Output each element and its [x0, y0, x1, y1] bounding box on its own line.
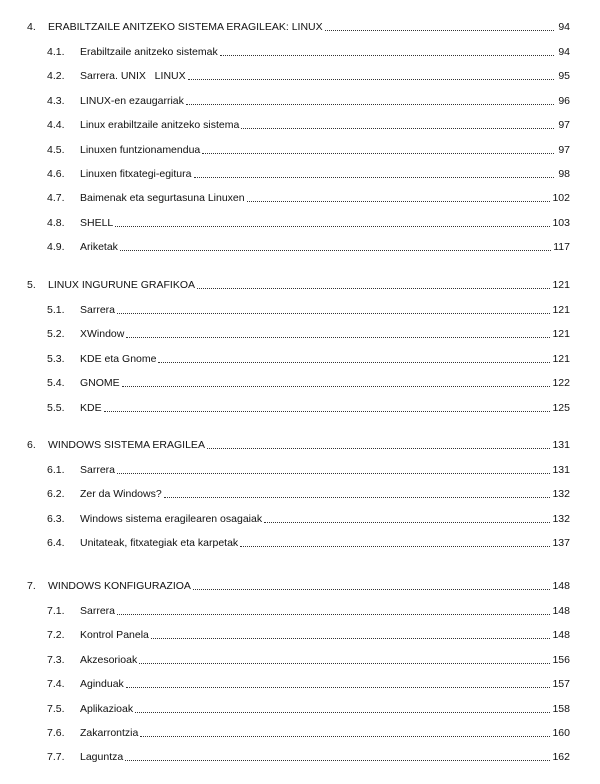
section-page-number: 156	[552, 653, 570, 666]
section-title: XWindow	[80, 328, 125, 341]
section-number: 5.3.	[47, 352, 65, 365]
chapter-page-number: 121	[552, 279, 570, 291]
section-title: Akzesorioak	[80, 653, 138, 666]
dot-leader	[264, 513, 550, 523]
section-number: 4.3.	[47, 94, 65, 107]
dot-leader	[186, 95, 554, 105]
section-page-number: 96	[558, 94, 570, 107]
section-title: Unitateak, fitxategiak eta karpetak	[80, 537, 239, 550]
chapter-entry[interactable]	[0, 279, 600, 293]
chapter-page-number: 131	[552, 439, 570, 451]
section-title: Sarrera. UNIX LINUX	[80, 70, 186, 83]
section-entry[interactable]	[0, 304, 600, 318]
section-number: 5.5.	[47, 401, 65, 414]
section-title: Laguntza	[80, 751, 124, 764]
chapter-number: 6.	[27, 439, 36, 451]
section-page-number: 131	[552, 464, 570, 476]
section-entry[interactable]	[0, 727, 600, 741]
dot-leader	[202, 144, 554, 154]
chapter-title: ERABILTZAILE ANITZEKO SISTEMA ERAGILEAK: LINUX	[48, 21, 323, 33]
section-number: 7.6.	[47, 727, 65, 739]
section-number: 7.4.	[47, 678, 65, 691]
section-number: 4.8.	[47, 216, 65, 229]
section-entry[interactable]	[0, 605, 600, 619]
chapter-title: WINDOWS KONFIGURAZIOA	[48, 580, 191, 592]
dot-leader	[197, 279, 550, 289]
section-page-number: 158	[552, 702, 570, 715]
dot-leader	[207, 439, 551, 449]
section-page-number: 160	[552, 727, 570, 739]
section-number: 6.3.	[47, 512, 65, 525]
dot-leader	[164, 488, 551, 498]
section-number: 4.7.	[47, 192, 65, 205]
section-page-number: 148	[552, 605, 570, 617]
dot-leader	[240, 537, 550, 547]
section-entry[interactable]	[0, 464, 600, 478]
dot-leader	[220, 46, 554, 56]
dot-leader	[126, 328, 550, 338]
section-number: 4.5.	[47, 143, 65, 156]
chapter-title: WINDOWS SISTEMA ERAGILEA	[48, 439, 205, 451]
section-number: 4.2.	[47, 70, 65, 83]
section-title: Aplikazioak	[80, 702, 134, 715]
section-page-number: 102	[552, 192, 570, 205]
section-page-number: 162	[552, 751, 570, 764]
section-entry[interactable]	[0, 241, 600, 255]
section-entry[interactable]	[0, 328, 600, 342]
dot-leader	[247, 192, 551, 202]
chapter-page-number: 94	[558, 21, 570, 33]
section-title: Kontrol Panela	[80, 629, 149, 642]
section-page-number: 148	[552, 629, 570, 642]
section-number: 5.2.	[47, 328, 65, 341]
section-title: Zakarrontzia	[80, 727, 139, 739]
section-entry[interactable]	[0, 46, 600, 60]
section-entry[interactable]	[0, 70, 600, 84]
section-page-number: 125	[552, 401, 570, 414]
dot-leader	[126, 678, 551, 688]
section-entry[interactable]	[0, 629, 600, 643]
dot-leader	[158, 353, 550, 363]
section-title: Windows sistema eragilearen osagaiak	[80, 512, 263, 525]
section-number: 6.4.	[47, 537, 65, 550]
section-entry[interactable]	[0, 402, 600, 416]
section-title: Linuxen funtzionamendua	[80, 143, 201, 156]
dot-leader	[194, 168, 555, 178]
dot-leader	[151, 629, 551, 639]
section-entry[interactable]	[0, 168, 600, 182]
section-number: 7.3.	[47, 653, 65, 666]
dot-leader	[140, 727, 550, 737]
section-title: Linux erabiltzaile anitzeko sistema	[80, 119, 240, 132]
section-number: 7.7.	[47, 751, 65, 764]
section-entry[interactable]	[0, 192, 600, 206]
section-page-number: 103	[552, 216, 570, 229]
section-page-number: 117	[553, 241, 570, 254]
section-page-number: 97	[558, 143, 570, 156]
section-entry[interactable]	[0, 703, 600, 717]
dot-leader	[135, 703, 550, 713]
section-number: 4.1.	[47, 46, 65, 58]
section-page-number: 94	[558, 46, 570, 58]
dot-leader	[120, 241, 551, 251]
section-entry[interactable]	[0, 488, 600, 502]
section-entry[interactable]	[0, 217, 600, 231]
dot-leader	[117, 605, 550, 615]
section-number: 4.4.	[47, 119, 65, 132]
dot-leader	[117, 304, 550, 314]
chapter-number: 4.	[27, 21, 36, 33]
section-title: Aginduak	[80, 678, 124, 691]
section-number: 7.2.	[47, 629, 65, 642]
section-page-number: 122	[552, 377, 570, 390]
section-page-number: 121	[552, 328, 570, 341]
section-page-number: 132	[552, 488, 570, 501]
section-page-number: 137	[552, 537, 570, 550]
chapter-entry[interactable]	[0, 439, 600, 453]
section-entry[interactable]	[0, 537, 600, 551]
dot-leader	[125, 751, 550, 761]
section-title: SHELL	[80, 216, 114, 229]
section-number: 5.1.	[47, 304, 65, 316]
section-page-number: 157	[552, 678, 570, 691]
section-title: Ariketak	[80, 241, 118, 254]
section-entry[interactable]	[0, 751, 600, 765]
chapter-entry[interactable]	[0, 580, 600, 594]
section-title: LINUX-en ezaugarriak	[80, 94, 184, 107]
chapter-page-number: 148	[552, 580, 570, 592]
chapter-number: 5.	[27, 279, 36, 291]
section-page-number: 121	[552, 304, 570, 316]
section-number: 6.1.	[47, 464, 65, 476]
dot-leader	[188, 70, 554, 80]
chapter-number: 7.	[27, 580, 36, 592]
section-title: KDE eta Gnome	[80, 352, 157, 365]
dot-leader	[139, 654, 550, 664]
section-page-number: 121	[552, 352, 570, 365]
section-title: Zer da Windows?	[80, 488, 162, 501]
section-title: Baimenak eta segurtasuna Linuxen	[80, 192, 245, 205]
section-title: Sarrera	[80, 605, 116, 617]
chapter-entry[interactable]	[0, 21, 600, 35]
section-entry[interactable]	[0, 119, 600, 133]
section-entry[interactable]	[0, 513, 600, 527]
section-entry[interactable]	[0, 678, 600, 692]
section-number: 7.5.	[47, 702, 65, 715]
section-entry[interactable]	[0, 95, 600, 109]
dot-leader	[193, 580, 551, 590]
section-entry[interactable]	[0, 654, 600, 668]
section-entry[interactable]	[0, 377, 600, 391]
section-number: 4.9.	[47, 241, 65, 254]
chapter-title: LINUX INGURUNE GRAFIKOA	[48, 279, 196, 291]
section-page-number: 132	[552, 512, 570, 525]
section-page-number: 98	[558, 168, 570, 180]
section-title: Erabiltzaile anitzeko sistemak	[80, 46, 218, 58]
section-number: 5.4.	[47, 377, 65, 390]
section-entry[interactable]	[0, 144, 600, 158]
section-title: GNOME	[80, 377, 120, 390]
section-number: 7.1.	[47, 605, 65, 617]
dot-leader	[104, 402, 551, 412]
section-number: 4.6.	[47, 168, 65, 180]
section-title: KDE	[80, 401, 102, 414]
dot-leader	[241, 119, 554, 129]
dot-leader	[115, 217, 550, 227]
section-title: Sarrera	[80, 464, 116, 476]
dot-leader	[117, 464, 550, 474]
section-entry[interactable]	[0, 353, 600, 367]
section-page-number: 95	[558, 70, 570, 83]
dot-leader	[122, 377, 551, 387]
section-title: Sarrera	[80, 304, 116, 316]
section-page-number: 97	[558, 119, 570, 132]
section-number: 6.2.	[47, 488, 65, 501]
section-title: Linuxen fitxategi-egitura	[80, 168, 192, 180]
dot-leader	[325, 21, 554, 31]
